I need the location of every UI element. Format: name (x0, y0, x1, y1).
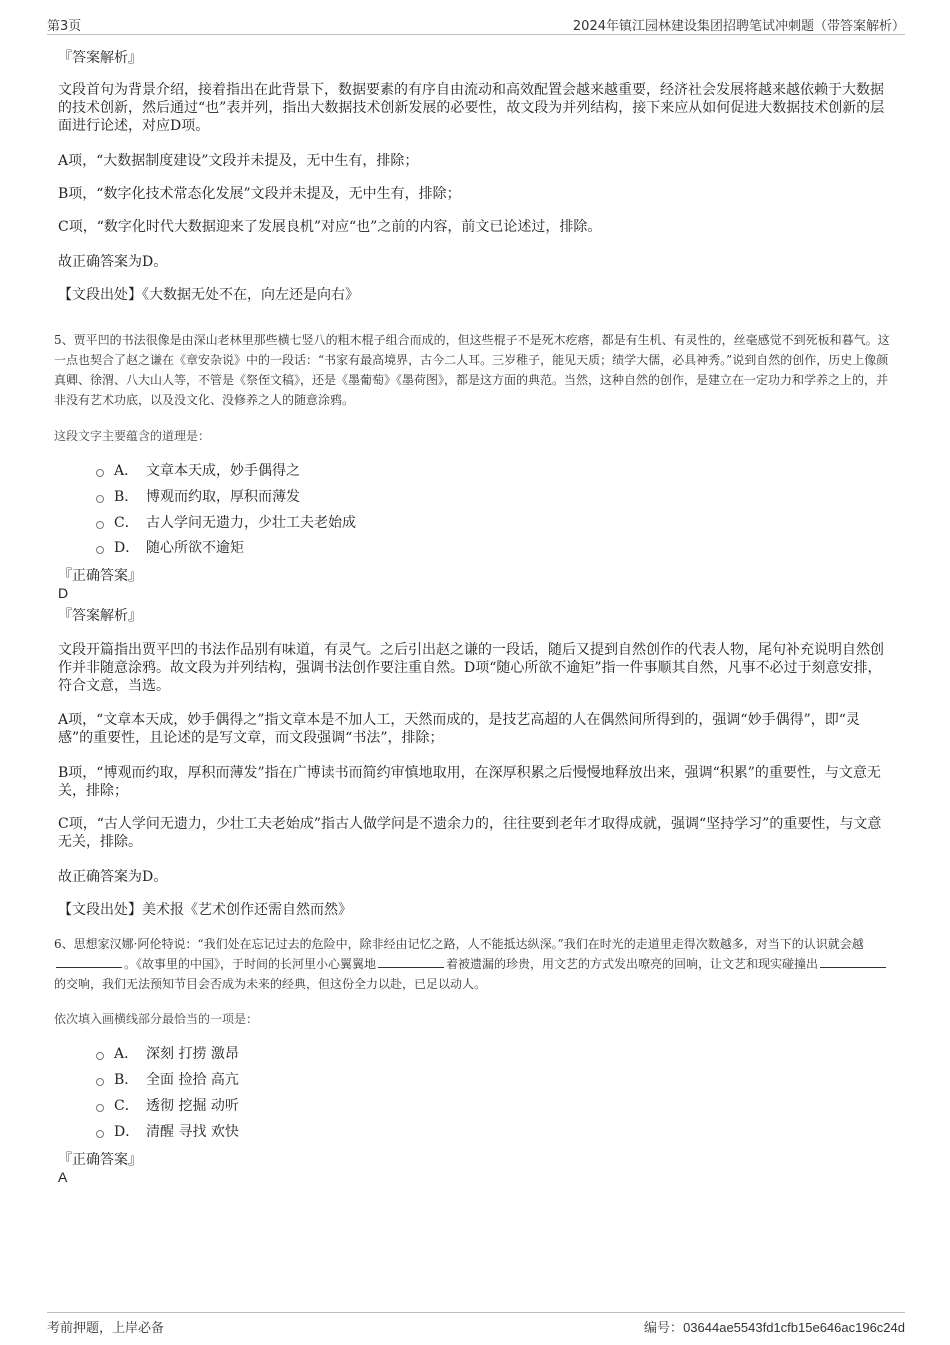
q5-option-b[interactable]: B． 博观而约取，厚积而薄发 (96, 488, 300, 506)
q5-option-d[interactable]: D． 随心所欲不逾矩 (96, 539, 244, 557)
page-number: 第3页 (47, 19, 82, 34)
radio-icon[interactable] (96, 546, 104, 554)
radio-icon[interactable] (96, 521, 104, 529)
q6-stem: 6、思想家汉娜·阿伦特说：“我们处在忘记过去的危险中，除非经由记忆之路，人不能抵达纵深。”我们在时光的走道里走得次数越多，对当下的认识就会越。《故事里的中国》，于时间的长河里小心翼翼地 着被遗漏的珍贵，用文艺的方式发出嘹亮的回响，让文艺和现实碰撞出的交响，我们无法预知节目会否成为未来的经典，但这份全力以赴，已足以动人。 (54, 934, 896, 994)
q5-stem: 5、贾平凹的书法很像是由深山老林里那些横七竖八的粗木棍子组合而成的，但这些棍子不是死木疙瘩，都是有生机、有灵性的，丝毫感觉不到死板和暮气。这一点也契合了赵之谦在《章安杂说》中的一段话：“书家有最高境界，古今二人耳。三岁稚子，能见天质；绩学大儒，必具神秀。”说到自然的创作，历史上像颜真卿、徐渭、八大山人等，不管是《祭侄文稿》，还是《墨葡萄》《墨荷图》，都是这方面的典范。当然，这种自然的创作，是建立在一定功力和学养之上的，并非没有艺术功底，以及没文化、没修养之人的随意涂鸦。 (54, 333, 890, 407)
q5-option-c-analysis: C项，“古人学问无遗力，少壮工夫老始成”指古人做学问是不遗余力的，往往要到老年才取得成就，强调“坚持学习”的重要性，与文意无关，排除。 (58, 816, 882, 850)
page-header (47, 14, 905, 35)
q6-option-c[interactable]: C． 透彻 挖掘 动听 (96, 1097, 239, 1115)
blank-1 (56, 955, 122, 968)
radio-icon[interactable] (96, 495, 104, 503)
q4-option-b-analysis: B项，“数字化技术常态化发展”文段并未提及，无中生有，排除； (58, 186, 461, 202)
blank-3 (820, 955, 886, 968)
footer-slogan: 考前押题，上岸必备 (47, 1321, 165, 1336)
q6-option-d[interactable]: D． 清醒 寻找 欢快 (96, 1123, 239, 1141)
document-title: 2024年镇江园林建设集团招聘笔试冲刺题（带答案解析） (572, 19, 905, 34)
q6-prompt: 依次填入画横线部分最恰当的一项是： (54, 1012, 259, 1026)
q4-source: 【文段出处】《大数据无处不在，向左还是向右》 (58, 287, 359, 303)
radio-icon[interactable] (96, 1078, 104, 1086)
radio-icon[interactable] (96, 1104, 104, 1112)
radio-icon[interactable] (96, 1130, 104, 1138)
radio-icon[interactable] (96, 1052, 104, 1060)
footer-code: 编号：03644ae5543fd1cfb15e646ac196c24d (644, 1320, 905, 1336)
q6-answer: A (58, 1169, 68, 1185)
q4-option-a-analysis: A项，“大数据制度建设”文段并未提及，无中生有，排除； (58, 153, 419, 169)
q4-conclusion: 故正确答案为D。 (58, 254, 168, 270)
q6-option-a[interactable]: A． 深刻 打捞 激昂 (96, 1045, 239, 1063)
radio-icon[interactable] (96, 469, 104, 477)
q5-source: 【文段出处】美术报《艺术创作还需自然而然》 (58, 902, 352, 918)
q5-analysis-label: 『答案解析』 (58, 608, 142, 624)
q5-option-a[interactable]: A． 文章本天成，妙手偶得之 (96, 462, 300, 480)
q5-prompt: 这段文字主要蕴含的道理是： (54, 429, 211, 443)
q5-option-a-analysis: A项，“文章本天成，妙手偶得之”指文章本是不加人工，天然而成的，是技艺高超的人在偶然间所得到的，强调“妙手偶得”，即“灵感”的重要性，且论述的是写文章，而文段强调“书法”，排除； (58, 712, 860, 746)
q4-option-c-analysis: C项，“数字化时代大数据迎来了发展良机”对应“也”之前的内容，前文已论述过，排除。 (58, 219, 602, 235)
q5-conclusion: 故正确答案为D。 (58, 869, 168, 885)
q5-answer: D (58, 585, 69, 601)
q5-analysis-text: 文段开篇指出贾平凹的书法作品别有味道，有灵气。之后引出赵之谦的一段话，随后又提到自然创作的代表人物，尾句补充说明自然创作并非随意涂鸦。故文段为并列结构，强调书法创作要注重自然。D项“随心所欲不逾矩”指一件事顺其自然，凡事不必过于刻意安排，符合文意，当选。 (58, 642, 884, 694)
q5-answer-label: 『正确答案』 (58, 568, 142, 584)
q5-option-b-analysis: B项，“博观而约取，厚积而薄发”指在广博读书而简约审慎地取用，在深厚积累之后慢慢地释放出来，强调“积累”的重要性，与文意无关，排除； (58, 765, 881, 799)
page-footer (47, 1312, 905, 1335)
q4-analysis-label: 『答案解析』 (58, 50, 142, 66)
q6-answer-label: 『正确答案』 (58, 1152, 142, 1168)
blank-2 (378, 955, 444, 968)
q4-analysis-text: 文段首句为背景介绍，接着指出在此背景下，数据要素的有序自由流动和高效配置会越来越重要，经济社会发展将越来越依赖于大数据的技术创新，然后通过“也”表并列，指出大数据技术创新发展的必要性，故文段为并列结构，接下来应从如何促进大数据技术创新的层面进行论述，对应D项。 (58, 82, 885, 134)
q5-option-c[interactable]: C． 古人学问无遗力，少壮工夫老始成 (96, 514, 356, 532)
q6-option-b[interactable]: B． 全面 捡拾 高亢 (96, 1071, 239, 1089)
